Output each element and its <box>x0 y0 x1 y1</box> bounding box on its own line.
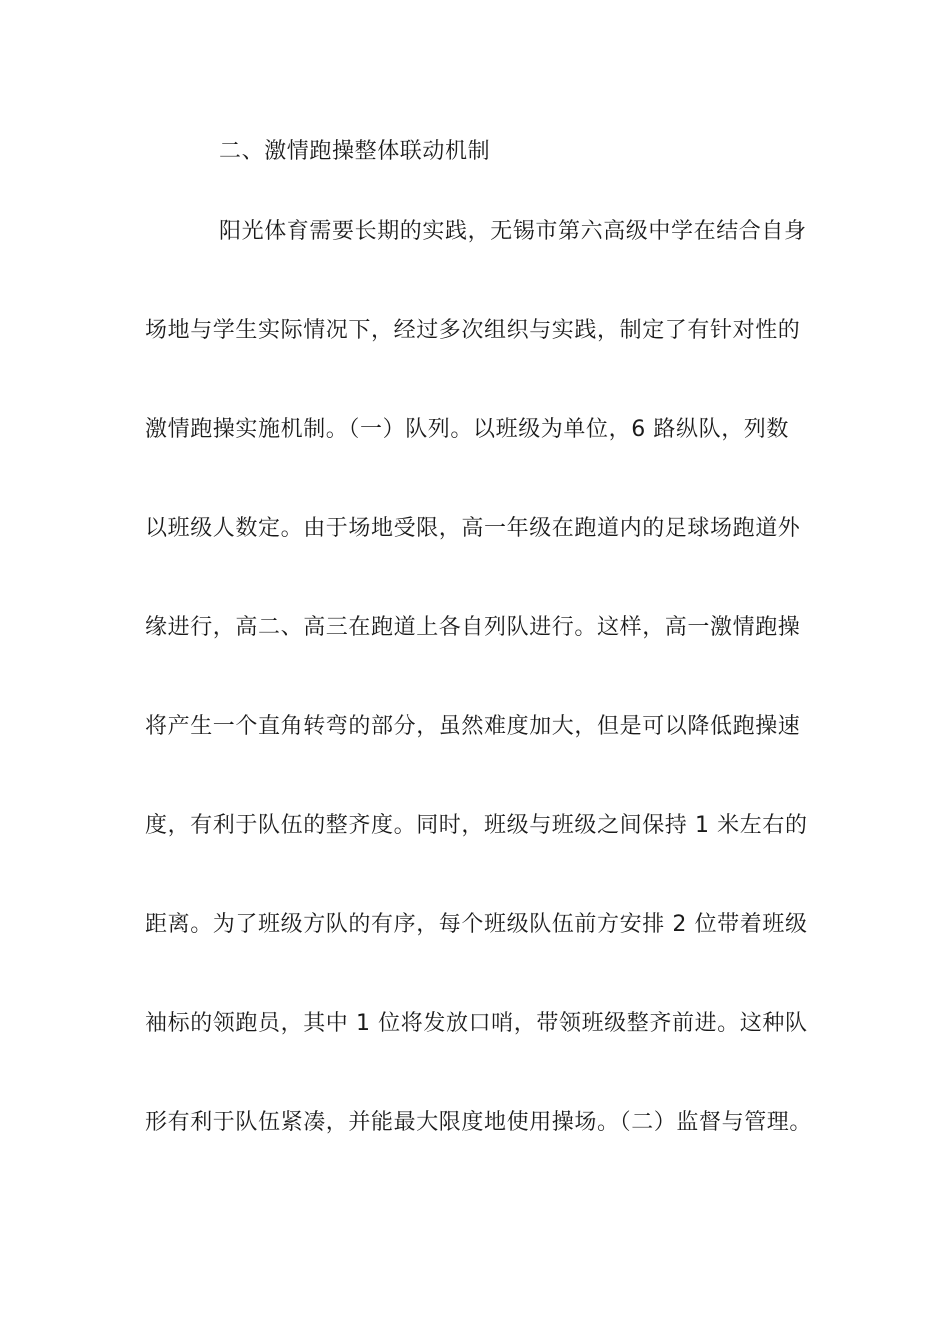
section-heading: 二、激情跑操整体联动机制 <box>219 139 491 164</box>
paragraph-line: 缘进行，高二、高三在跑道上各自列队进行。这样，高一激情跑操 <box>145 615 801 640</box>
paragraph-line: 距离。为了班级方队的有序，每个班级队伍前方安排 2 位带着班级 <box>145 912 808 937</box>
paragraph-line: 袖标的领跑员，其中 1 位将发放口哨，带领班级整齐前进。这种队 <box>145 1011 808 1036</box>
paragraph-line: 以班级人数定。由于场地受限，高一年级在跑道内的足球场跑道外 <box>145 516 801 541</box>
paragraph-line: 场地与学生实际情况下，经过多次组织与实践，制定了有针对性的 <box>145 318 801 343</box>
paragraph-line: 将产生一个直角转弯的部分，虽然难度加大，但是可以降低跑操速 <box>145 714 801 739</box>
paragraph-line: 激情跑操实施机制。（一）队列。以班级为单位，6 路纵队，列数 <box>145 417 789 442</box>
paragraph-line: 阳光体育需要长期的实践，无锡市第六高级中学在结合自身 <box>219 219 807 244</box>
paragraph-line: 度，有利于队伍的整齐度。同时，班级与班级之间保持 1 米左右的 <box>145 813 808 838</box>
paragraph-line: 形有利于队伍紧凑，并能最大限度地使用操场。（二）监督与管理。 <box>145 1110 813 1135</box>
